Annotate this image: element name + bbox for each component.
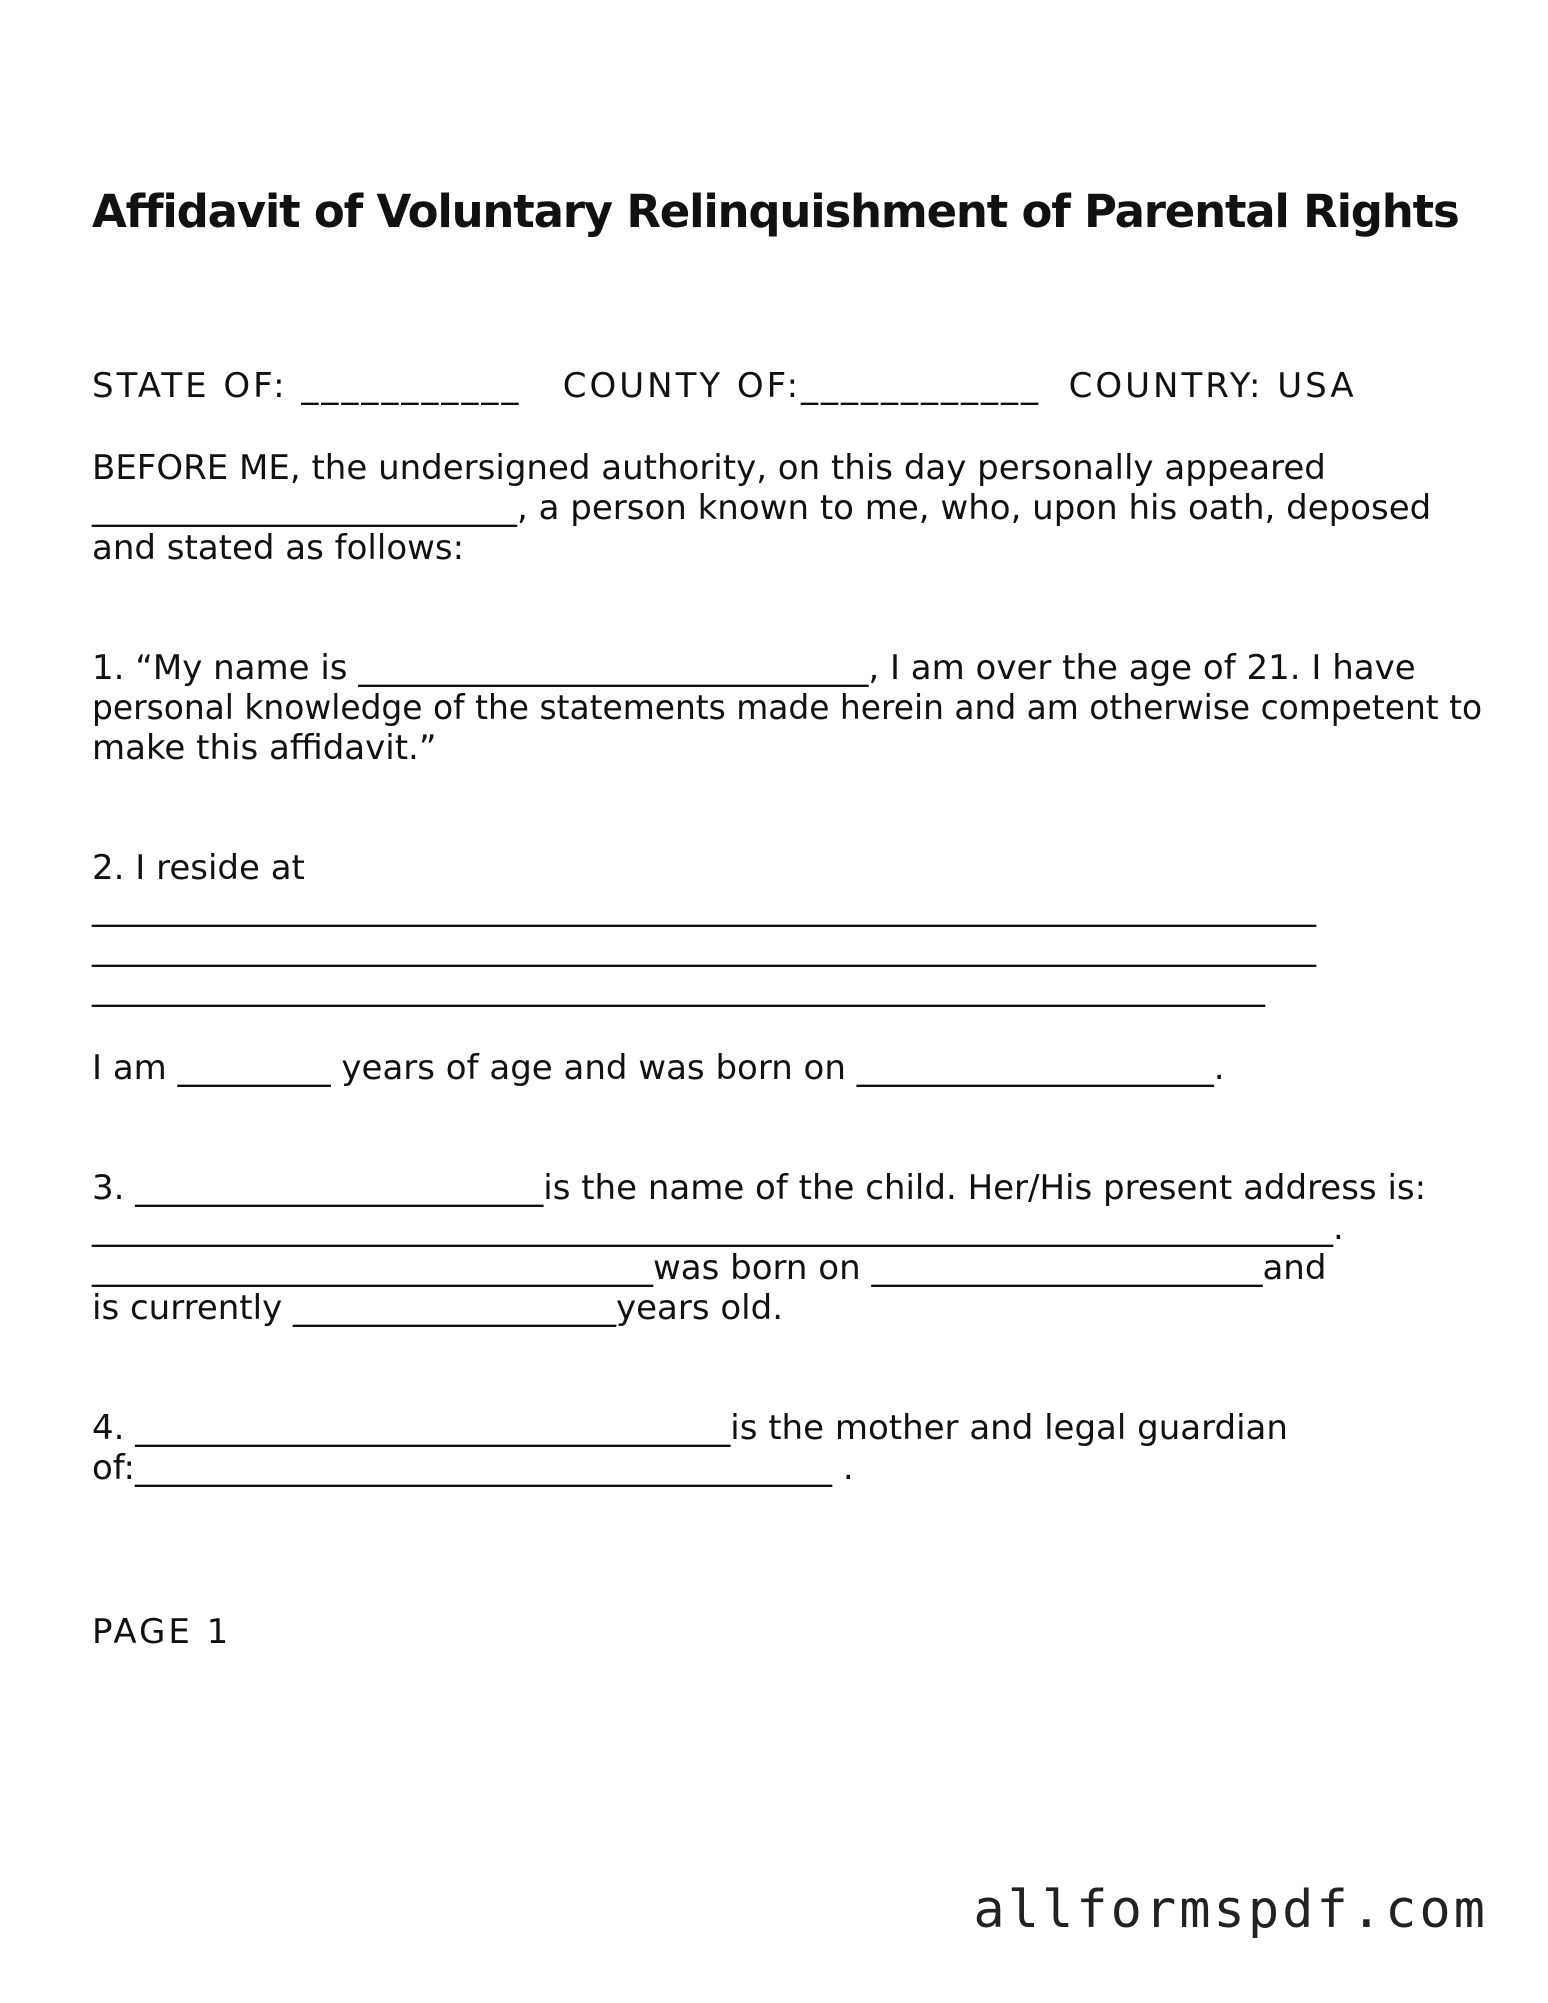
jurisdiction-line: STATE OF: ___________ COUNTY OF:____________ COUNTRY: USA — [92, 366, 1357, 406]
section-1-line-3: make this affidavit.” — [92, 728, 437, 768]
section-1-line-2: personal knowledge of the statements made herein and am otherwise competent to — [92, 688, 1483, 728]
section-3-line-3: _________________________________was born on _______________________and — [92, 1248, 1327, 1288]
address-blank-line-3: _____________________________________________________________________ — [92, 968, 1265, 1008]
watermark-brand: allformspdf.com — [973, 1880, 1488, 1940]
section-3-line-2: _________________________________________________________________________. — [92, 1208, 1344, 1248]
age-birth-line: I am _________ years of age and was born on _____________________. — [92, 1048, 1225, 1088]
section-2-heading: 2. I reside at — [92, 848, 305, 888]
section-3-line-1: 3. ________________________is the name of the child. Her/His present address is: — [92, 1168, 1427, 1208]
before-me-line-3: and stated as follows: — [92, 528, 465, 568]
address-blank-line-2: ________________________________________________________________________ — [92, 928, 1316, 968]
address-blank-line-1: ________________________________________________________________________ — [92, 888, 1316, 928]
section-3-line-4: is currently ___________________years old. — [92, 1288, 784, 1328]
document-title: Affidavit of Voluntary Relinquishment of Parental Rights — [92, 185, 1459, 238]
page-number-label: PAGE 1 — [92, 1612, 232, 1652]
section-1-line-1: 1. “My name is ______________________________, I am over the age of 21. I have — [92, 648, 1416, 688]
section-4-line-1: 4. ___________________________________is the mother and legal guardian — [92, 1408, 1288, 1448]
before-me-line-1: BEFORE ME, the undersigned authority, on this day personally appeared — [92, 448, 1326, 488]
before-me-line-2: _________________________, a person known to me, who, upon his oath, deposed — [92, 488, 1432, 528]
section-4-line-2: of:_________________________________________ . — [92, 1448, 854, 1488]
